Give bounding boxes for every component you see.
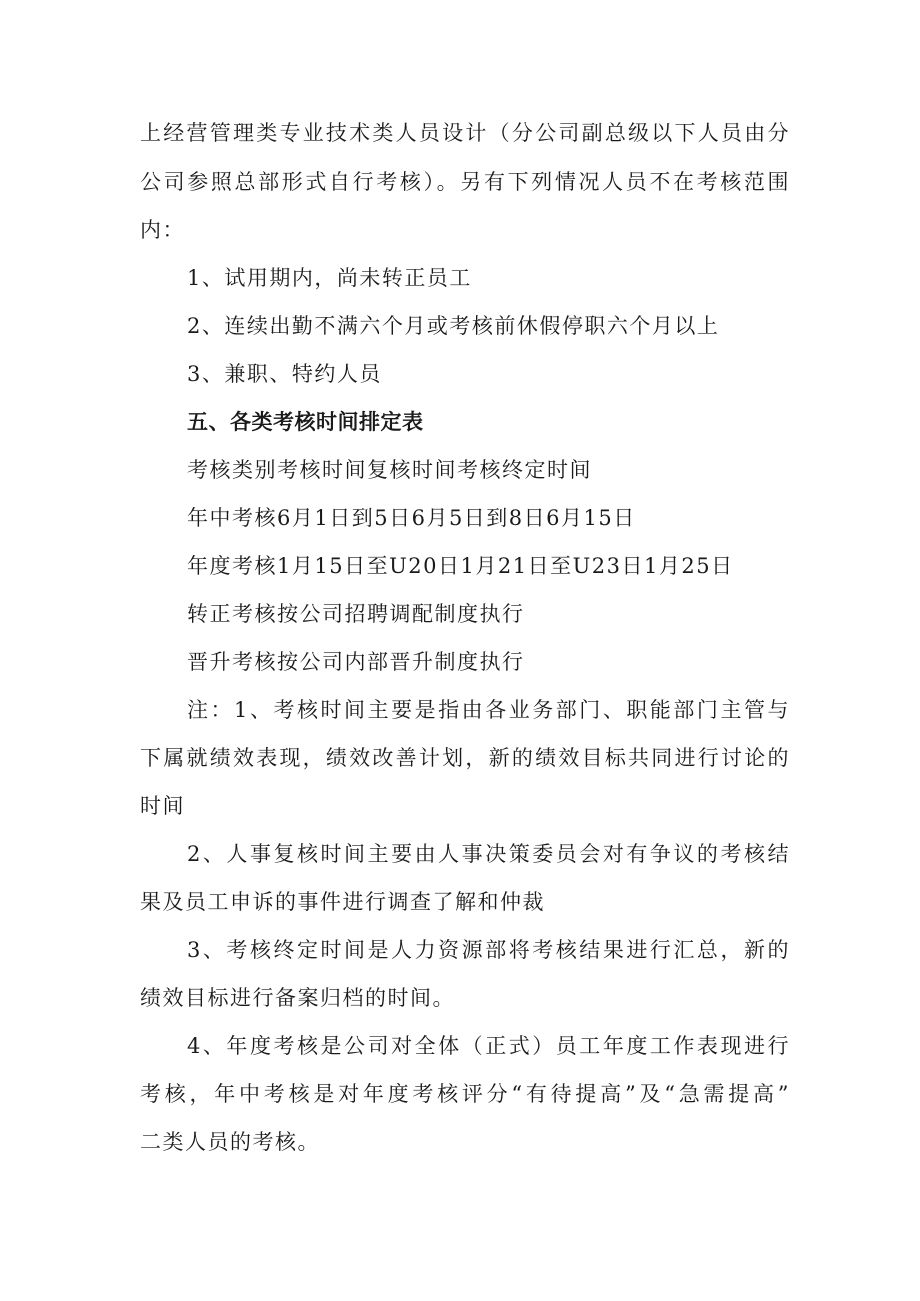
exclusion-item-1: 1、试用期内，尚未转正员工	[187, 266, 472, 290]
paragraph-line: 内：	[140, 218, 185, 242]
exclusion-item-2: 2、连续出勤不满六个月或考核前休假停职六个月以上	[187, 314, 720, 338]
note-4-line: 4、年度考核是公司对全体（正式）员工年度工作表现进行	[187, 1034, 790, 1058]
note-3-line: 绩效目标进行备案归档的时间。	[140, 986, 455, 1010]
schedule-header-row: 考核类别考核时间复核时间考核终定时间	[187, 458, 592, 482]
schedule-row-annual: 年度考核1月15日至U20日1月21日至U23日1月25日	[187, 554, 734, 578]
note-1-line: 时间	[140, 794, 185, 818]
schedule-row-promotion: 晋升考核按公司内部晋升制度执行	[187, 650, 525, 674]
section-heading: 五、各类考核时间排定表	[187, 410, 424, 434]
note-1-line: 注：1、考核时间主要是指由各业务部门、职能部门主管与	[187, 698, 790, 722]
schedule-row-midyear: 年中考核6月1日到5日6月5日到8日6月15日	[187, 506, 636, 530]
paragraph-line: 公司参照总部形式自行考核）。另有下列情况人员不在考核范围	[140, 170, 790, 194]
exclusion-item-3: 3、兼职、特约人员	[187, 362, 382, 386]
note-4-line: 二类人员的考核。	[140, 1130, 320, 1154]
note-2-line: 2、人事复核时间主要由人事决策委员会对有争议的考核结	[187, 842, 790, 866]
schedule-row-probation: 转正考核按公司招聘调配制度执行	[187, 602, 525, 626]
note-4-line: 考核，年中考核是对年度考核评分“有待提高”及“急需提高”	[140, 1082, 790, 1106]
note-3-line: 3、考核终定时间是人力资源部将考核结果进行汇总，新的	[187, 938, 790, 962]
note-2-line: 果及员工申诉的事件进行调查了解和仲裁	[140, 890, 545, 914]
note-1-line: 下属就绩效表现，绩效改善计划，新的绩效目标共同进行讨论的	[140, 746, 790, 770]
paragraph-line: 上经营管理类专业技术类人员设计（分公司副总级以下人员由分	[140, 121, 790, 145]
